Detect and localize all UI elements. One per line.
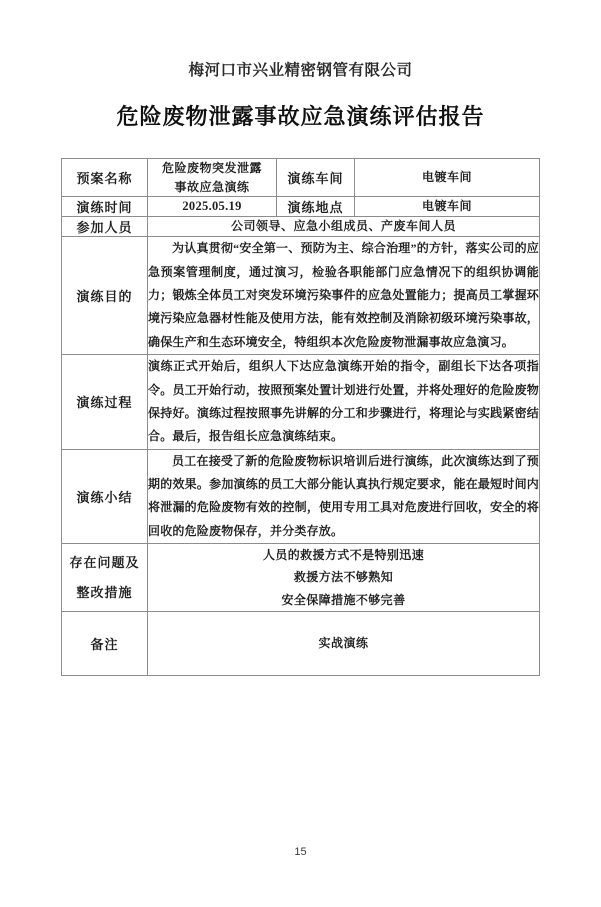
row-label-drill-location: 演练地点 — [277, 197, 355, 217]
purpose-paragraph: 为认真贯彻“安全第一、预防为主、综合治理”的方针，落实公司的应急预案管理制度，通过演习，检验各职能部门应急情况下的组织协调能力；锻炼全体员工对突发环境污染事件的应急处置能力；提高员工掌握环境污染应急器材性能及使用方法，能有效控制及消除初级环境污染事故，确保生产和生态环境安全，特组织本次危险废物泄漏事故应急演习。 — [148, 241, 539, 349]
table-row-process — [62, 355, 540, 450]
cell-remarks-value: 实战演练 — [148, 611, 540, 675]
evacuation-drill-report-table — [61, 158, 540, 676]
summary-paragraph: 员工在接受了新的危险废物标识培训后进行演练，此次演练达到了预期的效果。参加演练的员工大部分能认真执行规定要求，能在最短时间内将泄漏的危险废物有效的控制，使用专用工具对危废进行回收，安全的将回收的危险废物保存，并分类存放。 — [148, 453, 539, 538]
row-label-participants: 参加人员 — [62, 217, 148, 237]
table-row-remarks — [62, 611, 540, 675]
row-label-drill-workshop: 演练车间 — [277, 159, 355, 197]
document-title: 危险废物泄露事故应急演练评估报告 — [116, 104, 485, 129]
cell-drill-workshop-value: 电镀车间 — [355, 159, 540, 197]
row-label-summary: 演练小结 — [62, 449, 148, 544]
row-label-plan-name: 预案名称 — [62, 159, 148, 197]
company-name: 梅河口市兴业精密钢管有限公司 — [188, 62, 413, 79]
table-row-problems — [62, 544, 540, 612]
document-page — [0, 58, 601, 907]
cell-drill-location-value: 电镀车间 — [355, 197, 540, 217]
page-number: 15 — [294, 846, 307, 858]
cell-problems-value — [148, 544, 540, 612]
problem-item: 救援方法不够熟知 — [293, 570, 394, 585]
row-label-purpose: 演练目的 — [62, 237, 148, 355]
cell-purpose-value — [148, 237, 540, 355]
table-row-participants — [62, 217, 540, 237]
problems-label-line-2: 整改措施 — [76, 584, 133, 600]
cell-process-value — [148, 355, 540, 450]
problem-item: 安全保障措施不够完善 — [281, 592, 406, 607]
row-label-drill-time: 演练时间 — [62, 197, 148, 217]
table-row-purpose — [62, 237, 540, 355]
plan-name-line-1: 危险废物突发泄露 — [161, 161, 262, 175]
row-label-process: 演练过程 — [62, 355, 148, 450]
cell-drill-time-value: 2025.05.19 — [148, 197, 277, 217]
plan-name-line-2: 事故应急演练 — [174, 179, 250, 194]
table-row-summary — [62, 449, 540, 544]
table-row-plan-name — [62, 159, 540, 197]
cell-summary-value — [148, 449, 540, 544]
row-label-problems — [62, 544, 148, 612]
cell-participants-value: 公司领导、应急小组成员、产废车间人员 — [148, 217, 540, 237]
table-row-drill-time — [62, 197, 540, 217]
cell-plan-name-value — [148, 159, 277, 197]
process-paragraph: 演练正式开始后，组织人下达应急演练开始的指令，副组长下达各项指令。员工开始行动，按照预案处置计划进行处置，并将处理好的危险废物保持好。演练过程按照事先讲解的分工和步骤进行，将理论与实践紧密结合。最后，报告组长应急演练结束。 — [148, 359, 539, 444]
problems-label-line-1: 存在问题及 — [69, 554, 140, 570]
row-label-remarks: 备注 — [62, 611, 148, 675]
problem-item: 人员的救援方式不是特别迅速 — [262, 548, 425, 563]
